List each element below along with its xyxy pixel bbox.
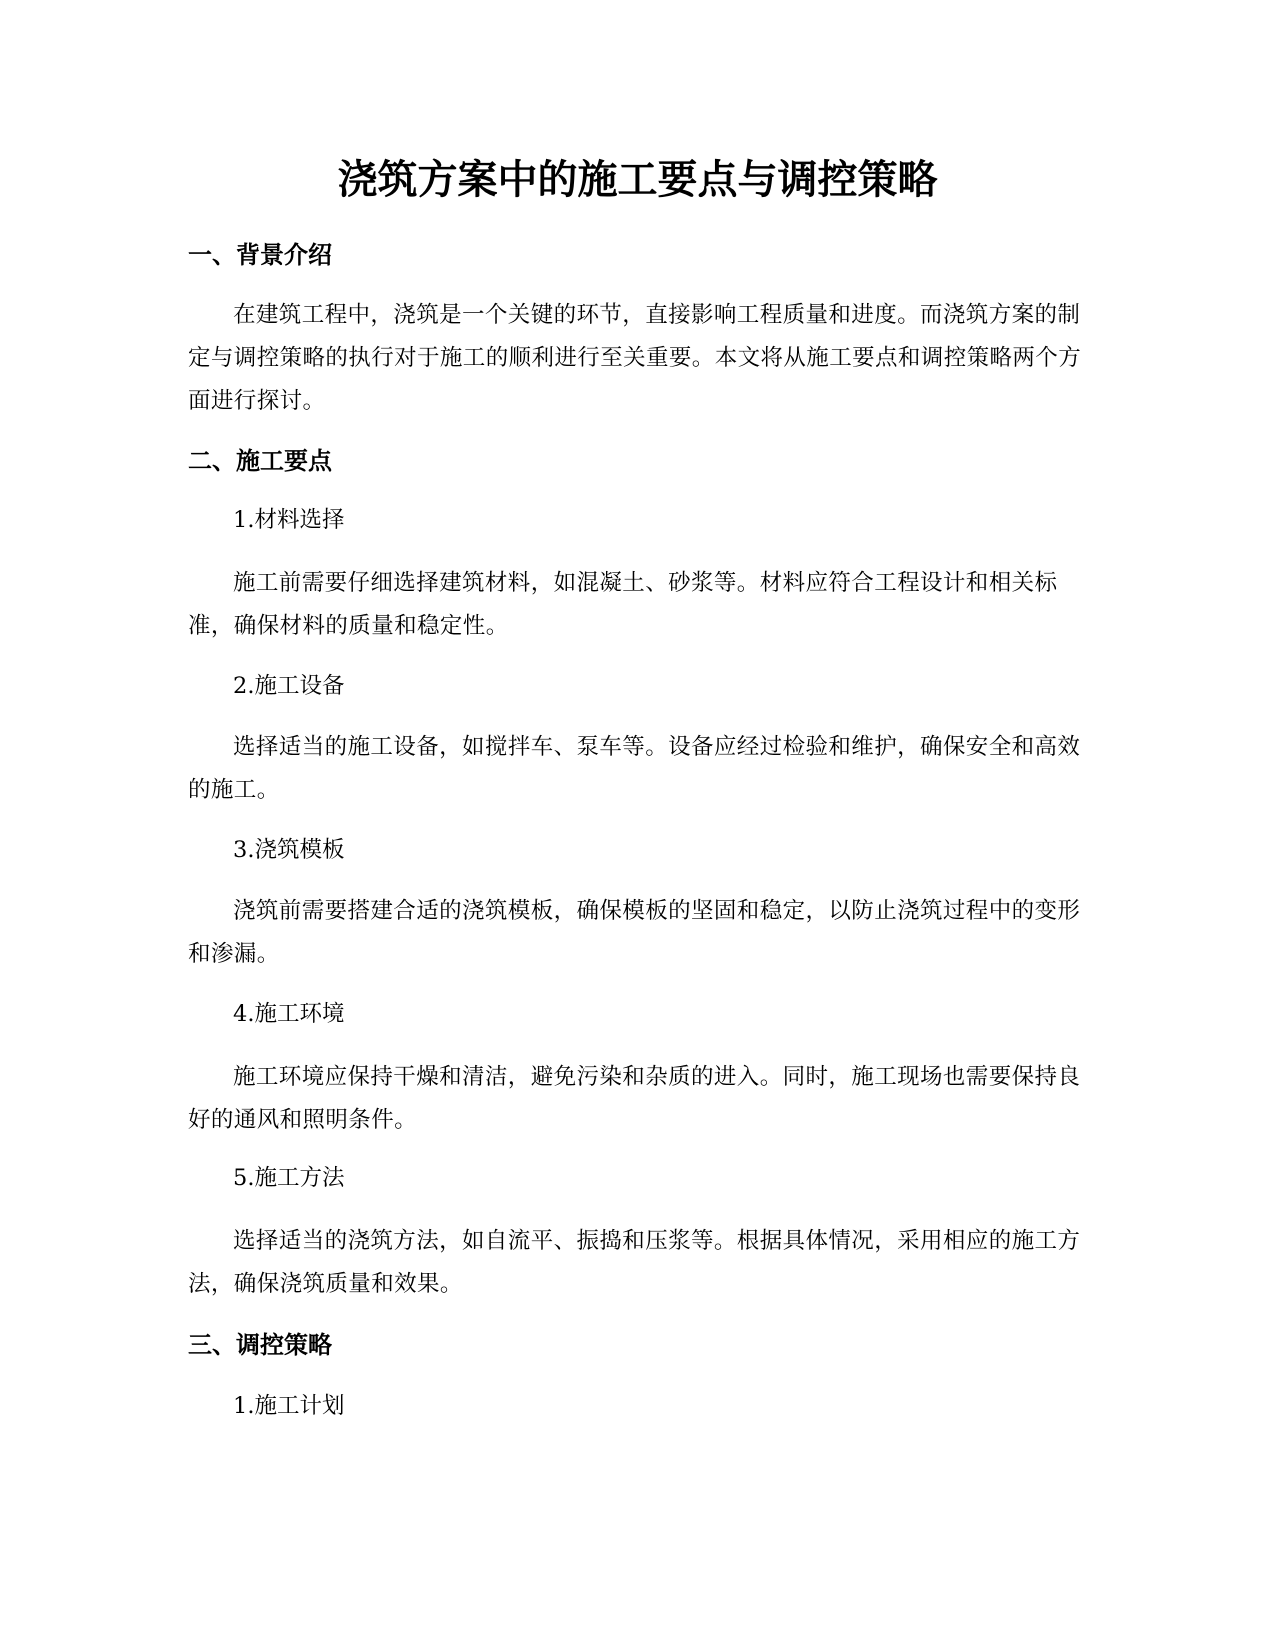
subheading-method: 5.施工方法 bbox=[233, 1165, 345, 1191]
subheading-construction-plan: 1.施工计划 bbox=[233, 1393, 345, 1419]
paragraph-materials: 施工前需要仔细选择建筑材料，如混凝土、砂浆等。材料应符合工程设计和相关标准，确保材料的质量和稳定性。 bbox=[188, 570, 1058, 639]
subheading-formwork: 3.浇筑模板 bbox=[233, 837, 345, 863]
section-heading-construction-points: 二、施工要点 bbox=[188, 447, 332, 475]
section-heading-background: 一、背景介绍 bbox=[188, 241, 332, 269]
paragraph-background: 在建筑工程中，浇筑是一个关键的环节，直接影响工程质量和进度。而浇筑方案的制定与调控策略的执行对于施工的顺利进行至关重要。本文将从施工要点和调控策略两个方面进行探讨。 bbox=[188, 302, 1082, 414]
page-title: 浇筑方案中的施工要点与调控策略 bbox=[337, 157, 938, 203]
paragraph-method: 选择适当的浇筑方法，如自流平、振捣和压浆等。根据具体情况，采用相应的施工方法，确保浇筑质量和效果。 bbox=[188, 1228, 1081, 1297]
section-heading-control-strategy: 三、调控策略 bbox=[188, 1331, 332, 1359]
subheading-materials: 1.材料选择 bbox=[233, 507, 345, 533]
subheading-equipment: 2.施工设备 bbox=[233, 673, 345, 699]
subheading-environment: 4.施工环境 bbox=[233, 1001, 345, 1027]
paragraph-formwork: 浇筑前需要搭建合适的浇筑模板，确保模板的坚固和稳定，以防止浇筑过程中的变形和渗漏。 bbox=[188, 898, 1081, 967]
paragraph-environment: 施工环境应保持干燥和清洁，避免污染和杂质的进入。同时，施工现场也需要保持良好的通风和照明条件。 bbox=[188, 1064, 1081, 1133]
paragraph-equipment: 选择适当的施工设备，如搅拌车、泵车等。设备应经过检验和维护，确保安全和高效的施工。 bbox=[188, 734, 1081, 803]
